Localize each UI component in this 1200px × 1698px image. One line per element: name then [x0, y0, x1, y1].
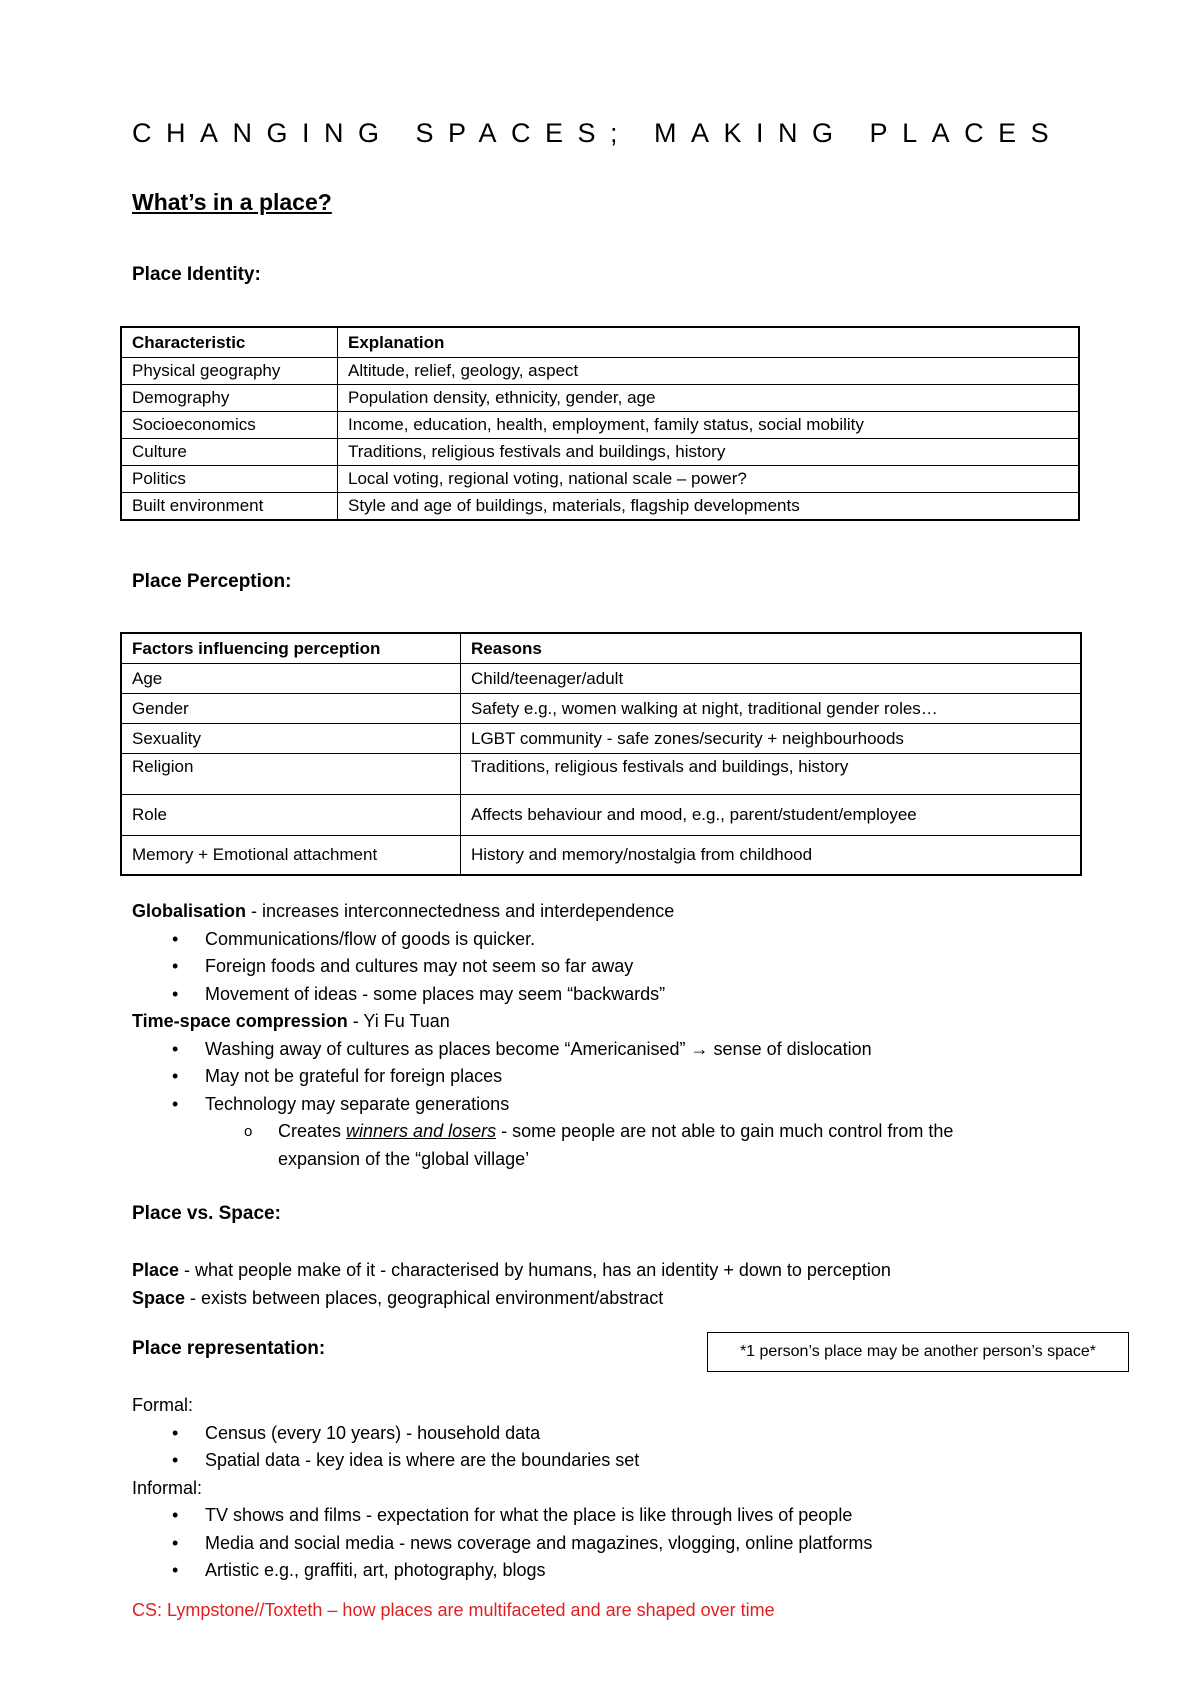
- table-row: [121, 439, 1079, 466]
- case-study-note: CS: Lympstone//Toxteth – how places are multifaceted and are shaped over time: [132, 1600, 775, 1620]
- table-header-row: [121, 633, 1081, 664]
- table-cell: Style and age of buildings, materials, flagship developments: [338, 493, 1080, 521]
- table-cell: Socioeconomics: [121, 412, 338, 439]
- table-header-cell: Reasons: [461, 633, 1082, 664]
- time-space-sublist: [132, 1118, 953, 1173]
- section-subtitle: What’s in a place?: [132, 189, 332, 215]
- table-cell: Built environment: [121, 493, 338, 521]
- place-desc: - what people make of it - characterised by humans, has an identity + down to perception: [179, 1260, 891, 1280]
- place-representation-section: [132, 1392, 872, 1585]
- table-row: [121, 412, 1079, 439]
- space-term: Space: [132, 1287, 186, 1308]
- time-space-desc: - Yi Fu Tuan: [347, 1011, 450, 1031]
- list-item: • May not be grateful for foreign places: [132, 1063, 953, 1091]
- table-cell: LGBT community - safe zones/security + neighbourhoods: [461, 724, 1082, 754]
- table-row: [121, 795, 1081, 836]
- place-vs-space-section: [132, 1257, 891, 1312]
- list-item: • Media and social media - news coverage and magazines, vlogging, online platforms: [132, 1530, 872, 1558]
- table-cell: Religion: [121, 754, 461, 795]
- list-item: • Spatial data - key idea is where are the boundaries set: [132, 1447, 872, 1475]
- table-cell: Sexuality: [121, 724, 461, 754]
- table-header-cell: Explanation: [338, 327, 1080, 358]
- table-cell: Physical geography: [121, 358, 338, 385]
- list-item: • Communications/flow of goods is quicker.: [132, 926, 953, 954]
- table-cell: Traditions, religious festivals and buildings, history: [338, 439, 1080, 466]
- winners-losers-emphasis: winners and losers: [346, 1121, 497, 1141]
- place-vs-space-heading: Place vs. Space:: [132, 1203, 281, 1224]
- sub-list-item: [132, 1118, 953, 1173]
- table-header-row: [121, 327, 1079, 358]
- list-item: • Technology may separate generations: [132, 1091, 953, 1119]
- informal-list: [132, 1502, 872, 1585]
- table-row: [121, 358, 1079, 385]
- sub-continuation: expansion of the “global village’: [278, 1148, 530, 1169]
- table-row: [121, 664, 1081, 694]
- table-cell: History and memory/nostalgia from childhood: [461, 836, 1082, 875]
- place-perception-table: [120, 632, 1082, 876]
- space-definition: [132, 1285, 891, 1313]
- table-row: [121, 836, 1081, 875]
- list-item: • Census (every 10 years) - household data: [132, 1420, 872, 1448]
- table-cell: Child/teenager/adult: [461, 664, 1082, 694]
- time-space-definition: [132, 1008, 953, 1036]
- table-cell: Income, education, health, employment, family status, social mobility: [338, 412, 1080, 439]
- callout-box: *1 person’s place may be another person’s space*: [707, 1332, 1129, 1372]
- document-title: CHANGING SPACES; MAKING PLACES: [132, 118, 1064, 148]
- table-cell: Culture: [121, 439, 338, 466]
- sub-rest: - some people are not able to gain much control from the: [496, 1121, 954, 1141]
- table-cell: Safety e.g., women walking at night, traditional gender roles…: [461, 694, 1082, 724]
- table-cell: Politics: [121, 466, 338, 493]
- sub-prefix: Creates: [278, 1121, 347, 1141]
- list-item: • Movement of ideas - some places may seem “backwards”: [132, 981, 953, 1009]
- list-item: • Foreign foods and cultures may not seem so far away: [132, 953, 953, 981]
- globalisation-desc: - increases interconnectedness and interdependence: [246, 901, 675, 921]
- place-definition: [132, 1257, 891, 1285]
- place-term: Place: [132, 1260, 180, 1280]
- space-desc: - exists between places, geographical environment/abstract: [185, 1287, 664, 1308]
- table-cell: Role: [121, 795, 461, 836]
- table-header-cell: Factors influencing perception: [121, 633, 461, 664]
- table-cell: Population density, ethnicity, gender, age: [338, 385, 1080, 412]
- place-representation-heading: Place representation:: [132, 1338, 326, 1359]
- globalisation-section: [132, 898, 953, 1173]
- table-cell: Altitude, relief, geology, aspect: [338, 358, 1080, 385]
- time-space-list: [132, 1036, 953, 1119]
- table-header-cell: Characteristic: [121, 327, 338, 358]
- globalisation-term: Globalisation: [132, 901, 247, 921]
- table-cell: Age: [121, 664, 461, 694]
- table-row: [121, 724, 1081, 754]
- globalisation-definition: [132, 898, 953, 926]
- list-item: • Artistic e.g., graffiti, art, photography, blogs: [132, 1557, 872, 1585]
- table-row: [121, 493, 1079, 521]
- table-row: [121, 385, 1079, 412]
- formal-list: [132, 1420, 872, 1475]
- table-cell: Demography: [121, 385, 338, 412]
- list-item: • Washing away of cultures as places become “Americanised” → sense of dislocation: [132, 1036, 953, 1064]
- table-row: [121, 466, 1079, 493]
- place-perception-heading: Place Perception:: [132, 571, 292, 592]
- table-cell: Memory + Emotional attachment: [121, 836, 461, 875]
- table-cell: Local voting, regional voting, national scale – power?: [338, 466, 1080, 493]
- place-identity-heading: Place Identity:: [132, 264, 261, 285]
- formal-label: Formal:: [132, 1395, 194, 1415]
- table-cell: Affects behaviour and mood, e.g., parent/student/employee: [461, 795, 1082, 836]
- globalisation-list: [132, 926, 953, 1009]
- table-row: [121, 754, 1081, 795]
- table-row: [121, 694, 1081, 724]
- list-item: • TV shows and films - expectation for what the place is like through lives of people: [132, 1502, 872, 1530]
- place-identity-table: [120, 326, 1080, 521]
- informal-label: Informal:: [132, 1477, 203, 1498]
- table-cell: Gender: [121, 694, 461, 724]
- time-space-term: Time-space compression: [132, 1011, 348, 1031]
- table-cell: Traditions, religious festivals and buildings, history: [461, 754, 1082, 795]
